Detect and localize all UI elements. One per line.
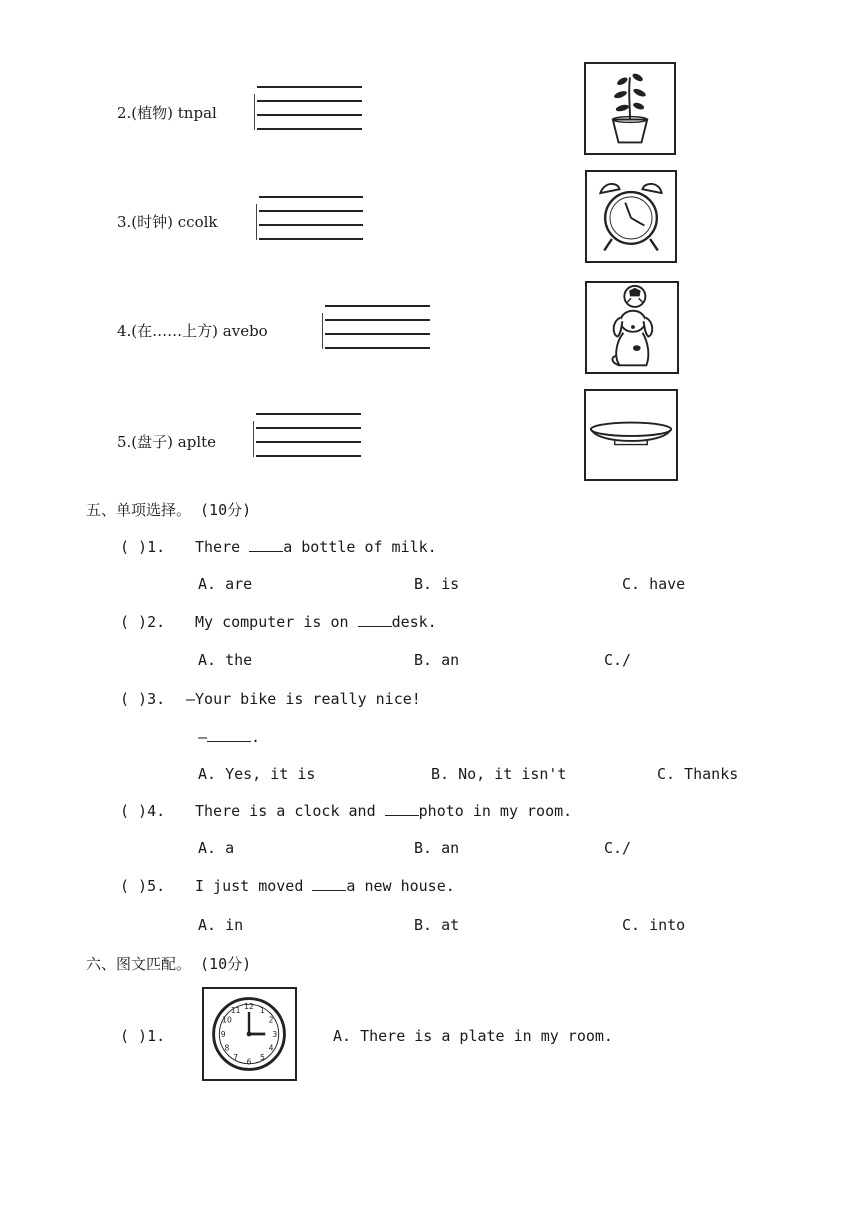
- option-a[interactable]: A. the: [198, 651, 253, 669]
- svg-text:11: 11: [230, 1005, 241, 1015]
- svg-text:6: 6: [246, 1057, 252, 1067]
- four-line-grid[interactable]: [325, 305, 430, 349]
- question-text: There is a clock and photo in my room.: [195, 802, 573, 820]
- svg-text:10: 10: [222, 1015, 232, 1025]
- option-c[interactable]: C./: [604, 839, 632, 857]
- answer-blank[interactable]: [249, 539, 283, 552]
- svg-text:9: 9: [220, 1029, 226, 1039]
- option-a[interactable]: A. Yes, it is: [198, 765, 316, 783]
- option-b[interactable]: B. an: [414, 651, 460, 669]
- question-text: I just moved a new house.: [195, 877, 455, 895]
- spelling-prompt: 3.(时钟) ccolk: [117, 213, 218, 231]
- question-reply: — .: [198, 728, 261, 746]
- section-6-heading: 六、图文匹配。 (10分): [86, 955, 252, 973]
- svg-text:2: 2: [268, 1015, 274, 1025]
- question-number[interactable]: ( )4.: [120, 802, 166, 820]
- four-line-grid[interactable]: [256, 413, 361, 457]
- answer-blank[interactable]: [358, 614, 392, 627]
- svg-text:7: 7: [233, 1052, 239, 1062]
- option-a[interactable]: A. a: [198, 839, 235, 857]
- four-line-grid[interactable]: [259, 196, 363, 240]
- question-number[interactable]: ( )5.: [120, 877, 166, 895]
- option-b[interactable]: B. at: [414, 916, 460, 934]
- plate-icon: [584, 389, 678, 481]
- option-b[interactable]: B. No, it isn't: [431, 765, 567, 783]
- option-b[interactable]: B. an: [414, 839, 460, 857]
- question-number[interactable]: ( )2.: [120, 613, 166, 631]
- spelling-prompt: 2.(植物) tnpal: [117, 104, 217, 122]
- question-text: My computer is on desk.: [195, 613, 437, 631]
- spelling-prompt: 5.(盘子) aplte: [117, 433, 217, 451]
- section-5-heading: 五、单项选择。 (10分): [86, 501, 252, 519]
- option-c[interactable]: C. into: [622, 916, 686, 934]
- option-a[interactable]: A. are: [198, 575, 253, 593]
- match-sentence: A. There is a plate in my room.: [333, 1027, 613, 1045]
- question-number[interactable]: ( )3.: [120, 690, 166, 708]
- option-c[interactable]: C./: [604, 651, 632, 669]
- question-number[interactable]: ( )1.: [120, 538, 166, 556]
- potted-plant-icon: [584, 62, 676, 155]
- svg-text:4: 4: [268, 1043, 274, 1053]
- answer-blank[interactable]: [312, 878, 346, 891]
- svg-text:1: 1: [259, 1005, 265, 1015]
- svg-text:3: 3: [272, 1029, 278, 1039]
- wall-clock-icon: [202, 987, 297, 1081]
- svg-text:8: 8: [224, 1043, 230, 1053]
- option-a[interactable]: A. in: [198, 916, 244, 934]
- option-b[interactable]: B. is: [414, 575, 460, 593]
- svg-text:5: 5: [259, 1052, 265, 1062]
- question-text: There a bottle of milk.: [195, 538, 437, 556]
- four-line-grid[interactable]: [257, 86, 362, 130]
- option-c[interactable]: C. Thanks: [657, 765, 739, 783]
- alarm-clock-icon: [585, 170, 677, 263]
- spelling-prompt: 4.(在……上方) avebo: [117, 322, 268, 340]
- dog-with-ball-icon: [585, 281, 679, 374]
- answer-blank[interactable]: [385, 803, 419, 816]
- question-number[interactable]: ( )1.: [120, 1027, 166, 1045]
- svg-text:12: 12: [244, 1002, 254, 1012]
- option-c[interactable]: C. have: [622, 575, 686, 593]
- question-text: —Your bike is really nice!: [186, 690, 421, 708]
- answer-blank[interactable]: [207, 729, 251, 742]
